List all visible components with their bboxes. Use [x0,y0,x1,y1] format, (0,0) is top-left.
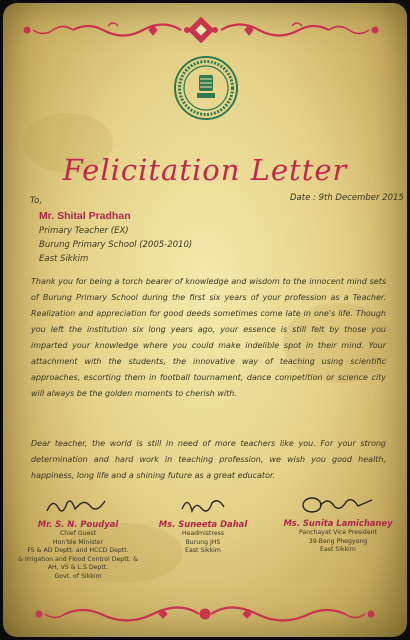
letter-paragraph-2: Dear teacher, the world is still in need of more teachers like you. For your strong determination and hard work in teaching profession, we wish you good health, happiness, long life and a shining future as a great educator. [31,439,386,480]
recipient-school: Burung Primary School (2005-2010) [39,240,193,250]
to-label: To, [30,196,43,206]
signatory-line: East Sikkim [320,546,356,554]
top-ornament-icon [3,17,407,43]
signatory-line: Chief Guest [59,530,97,537]
letter-title: Felicitation Letter [62,153,348,187]
signatory-chief-guest [13,495,143,582]
signatory-line: AH, VS & L.S Deptt. [47,564,109,572]
signatory-headmistress [143,495,263,556]
signatory-line: Headmistress [181,530,225,537]
signatory-name: Ms. Suneeta Dahal [158,519,248,529]
signatory-line: Govt. of Sikkim [54,572,102,580]
recipient-name: Mr. Shital Pradhan [39,210,131,222]
signatory-line: & Irrigation and Flood Control Deptt. & [18,555,138,563]
signature-scribble-icon [43,495,113,517]
recipient-district: East Sikkim [39,254,89,264]
signatory-line: 39-Beng Phegyong [308,537,368,545]
signatory-name: Ms. Sunita Lamichaney [283,518,393,528]
school-emblem-icon [173,55,239,121]
signatory-line: Hon'ble Minister [52,538,104,546]
signature-scribble-icon [178,495,228,517]
signatory-line: East Sikkim [185,547,221,555]
recipient-designation: Primary Teacher (EX) [39,226,129,236]
signatory-name: Mr. S. N. Poudyal [37,519,119,529]
signatory-line: Burung JHS [185,538,221,546]
certificate [3,3,407,637]
bottom-ornament-icon [3,601,407,627]
signatory-vice-president [273,492,403,555]
signatory-line: FS & AD Deptt. and HCCD Deptt. [27,547,129,555]
signature-scribble-icon [298,492,378,516]
letter-date: Date : 9th December 2015 [290,193,404,203]
letter-paragraph-1: Thank you for being a torch bearer of knowledge and wisdom to the innocent mind sets of Burung Primary School during the first six years of your profession as a Teacher. Realization and appreciation for good deeds sometimes come late in one's life. Though you left the institution six long years ago, your essence is still felt by those you imparted your knowledge where you could make indelible spot in their mind. Your attachment with the students, the innovative way of teaching using scientific approaches, escorting them in football tournament, dance competition or science city will always be the golden moments to cherish with. [31,277,386,398]
signatory-line: Panchayat Vice President [299,529,377,536]
